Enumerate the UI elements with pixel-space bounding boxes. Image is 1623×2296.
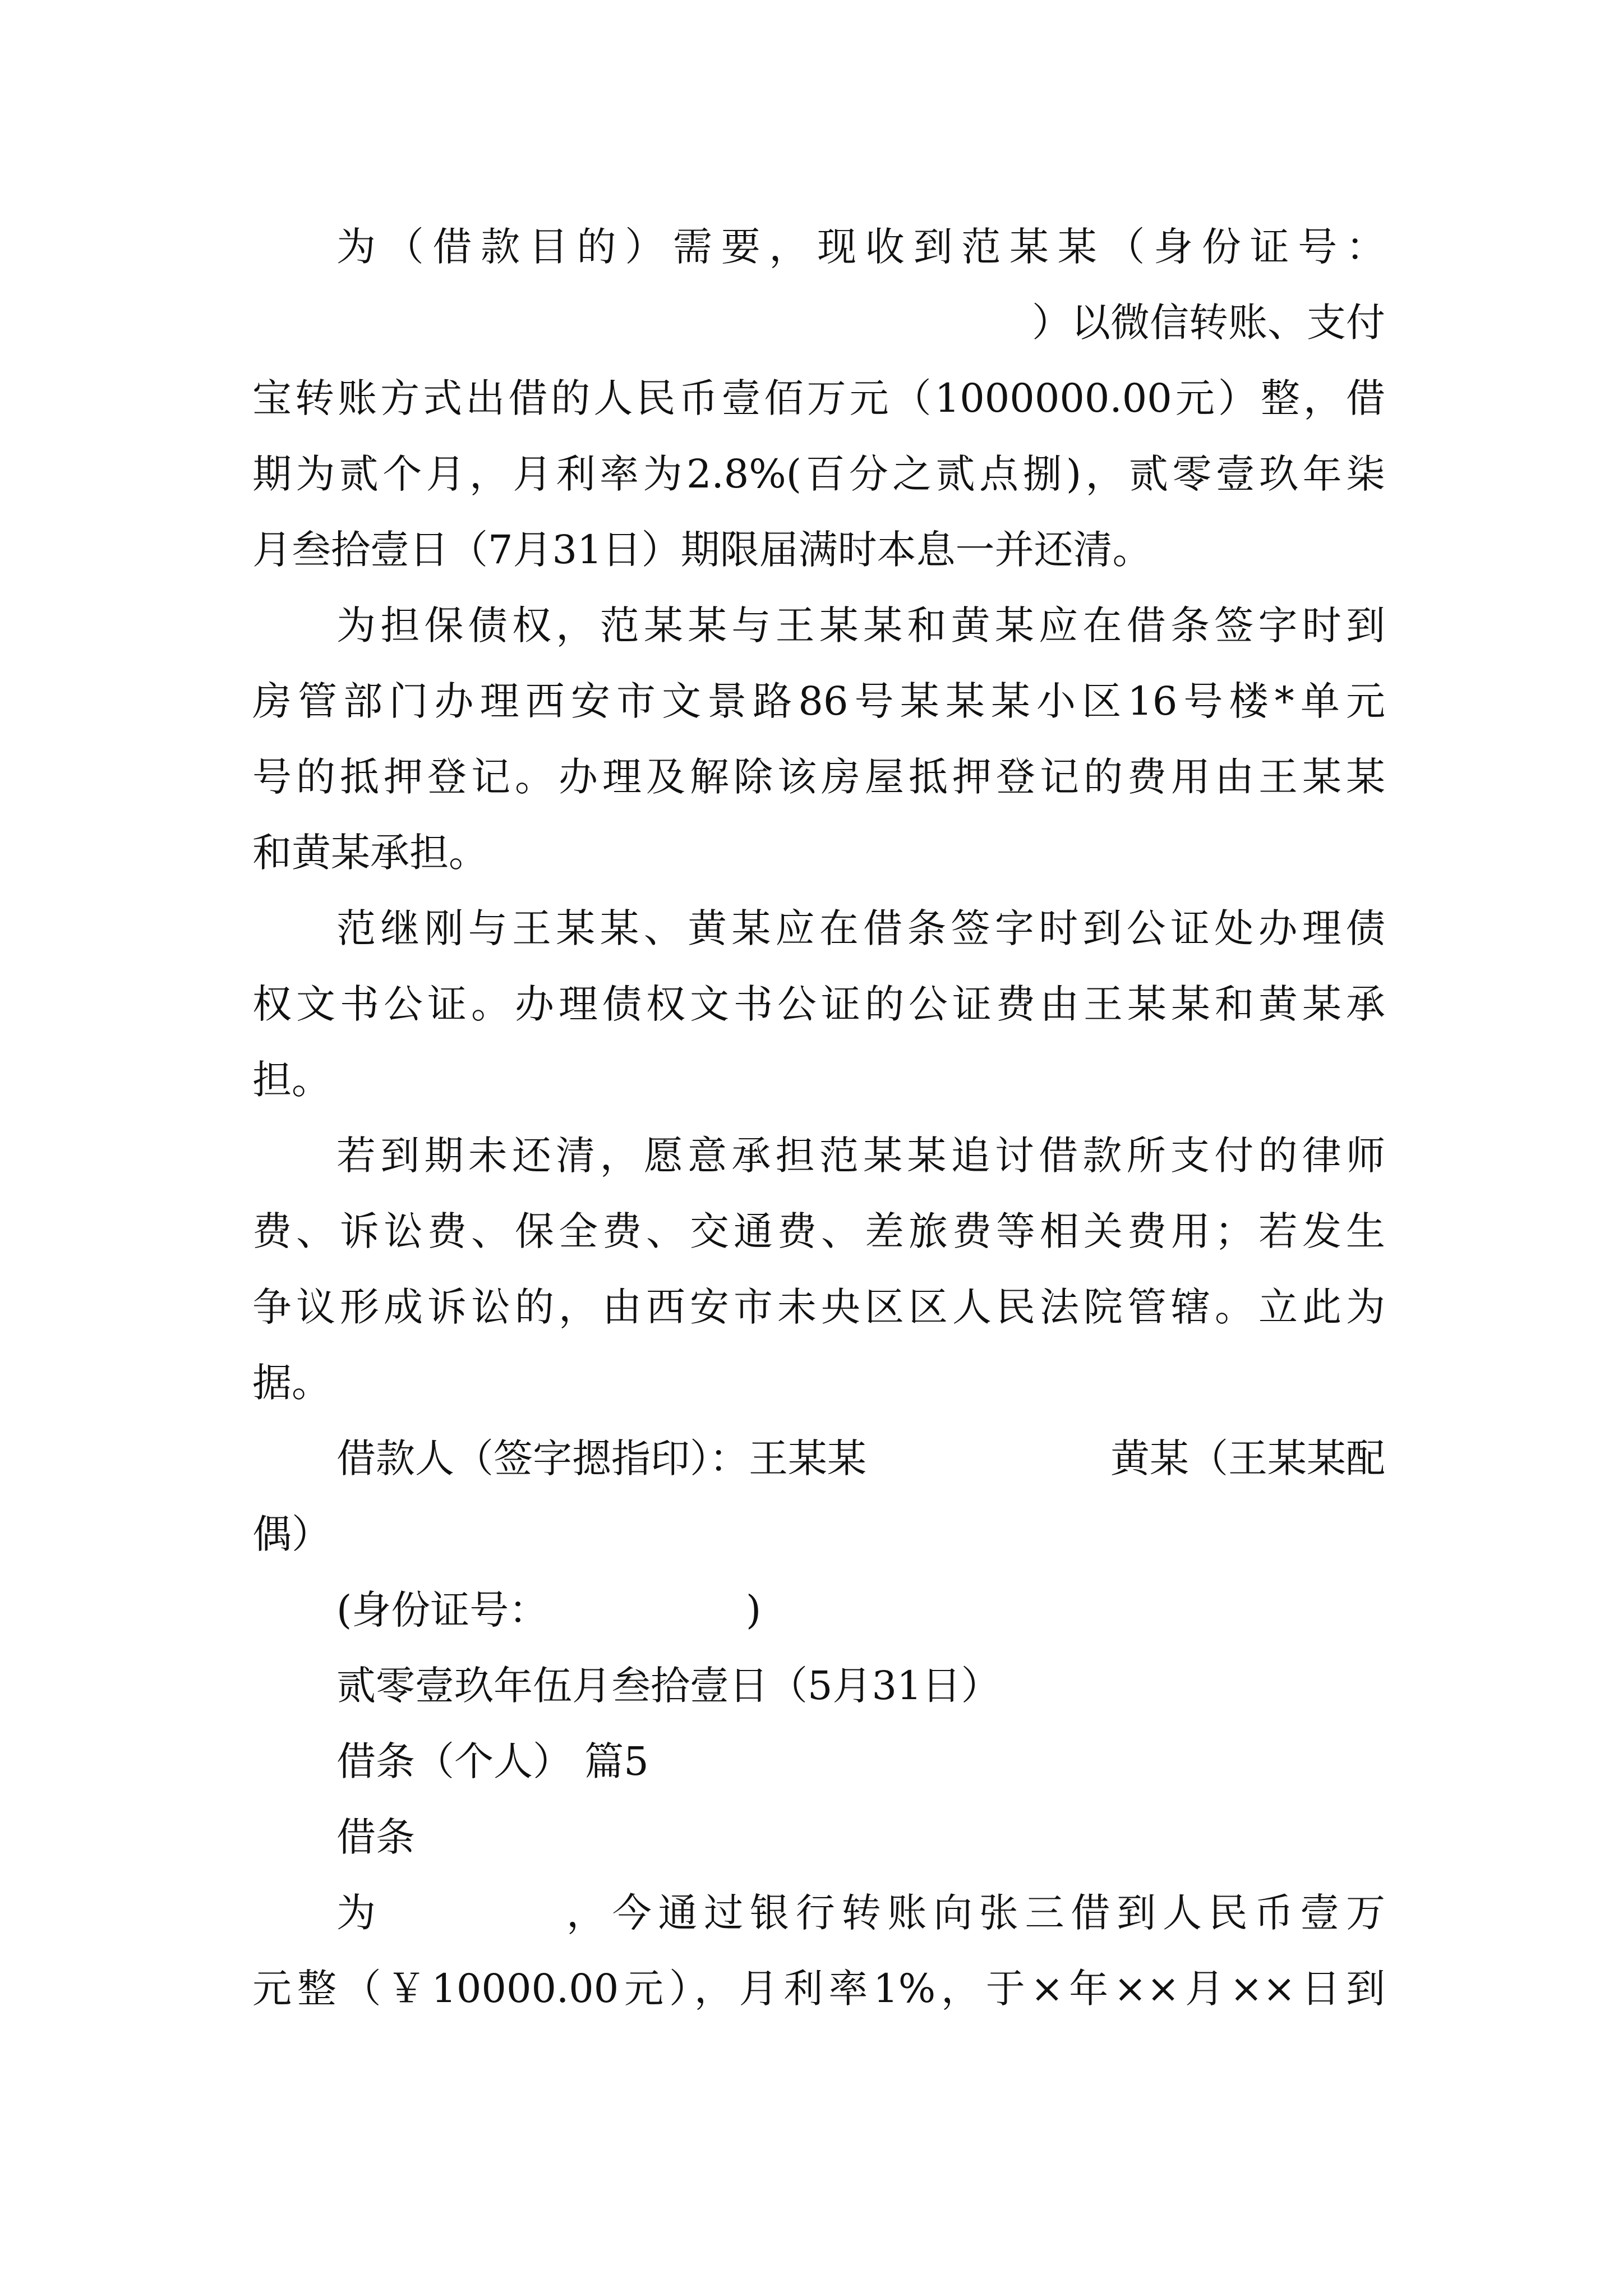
paragraph-4-line-4: 据。 (252, 1360, 331, 1406)
borrower-signature-label: 借款人（签字摁指印）：王某某 (336, 1435, 866, 1481)
paragraph-1-line-2: ）以微信转账、支付 (1032, 300, 1385, 346)
paragraph-4-line-2: 费、诉讼费、保全费、交通费、差旅费等相关费用；若发生 (252, 1208, 1385, 1254)
paragraph-1-line-3: 宝转账方式出借的人民币壹佰万元（1000000.00元）整，借 (252, 375, 1385, 421)
paragraph-4-line-3: 争议形成诉讼的，由西安市未央区区人民法院管辖。立此为 (252, 1284, 1385, 1330)
paragraph-2-line-3: 号的抵押登记。办理及解除该房屋抵押登记的费用由王某某 (252, 754, 1385, 800)
date-line: 贰零壹玖年伍月叁拾壹日（5月31日） (336, 1663, 1000, 1709)
loan-statement-line-2: 元整（￥10000.00元），月利率1%，于×年××月××日到 (252, 1966, 1385, 2012)
paragraph-2-line-4: 和黄某承担。 (252, 830, 488, 876)
paragraph-2-line-1: 为担保债权，范某某与王某某和黄某应在借条签字时到 (336, 602, 1385, 648)
spouse-signature-continuation: 偶） (252, 1511, 331, 1557)
paragraph-1-line-5: 月叁拾壹日（7月31日）期限届满时本息一并还清。 (252, 527, 1152, 573)
paragraph-1-line-4: 期为贰个月，月利率为2.8%(百分之贰点捌)，贰零壹玖年柒 (252, 451, 1385, 497)
id-number-close-paren: ) (746, 1587, 762, 1633)
loan-statement-line-1: ，今通过银行转账向张三借到人民币壹万 (566, 1890, 1385, 1936)
paragraph-2-line-2: 房管部门办理西安市文景路86号某某某小区16号楼*单元 (252, 678, 1385, 724)
spouse-signature-label: 黄某（王某某配 (1110, 1435, 1385, 1481)
paragraph-3-line-2: 权文书公证。办理债权文书公证的公证费由王某某和黄某承 (252, 981, 1385, 1027)
paragraph-4-line-1: 若到期未还清，愿意承担范某某追讨借款所支付的律师 (336, 1133, 1385, 1179)
id-number-label: (身份证号： (336, 1587, 548, 1633)
paragraph-1-line-1: 为（借款目的）需要，现收到范某某（身份证号： (336, 224, 1385, 270)
document-title: 借条 (336, 1814, 415, 1860)
section-title: 借条（个人） 篇5 (336, 1738, 649, 1784)
paragraph-3-line-3: 担。 (252, 1057, 331, 1103)
purpose-prefix: 为 (336, 1890, 376, 1936)
paragraph-3-line-1: 范继刚与王某某、黄某应在借条签字时到公证处办理债 (336, 905, 1385, 951)
